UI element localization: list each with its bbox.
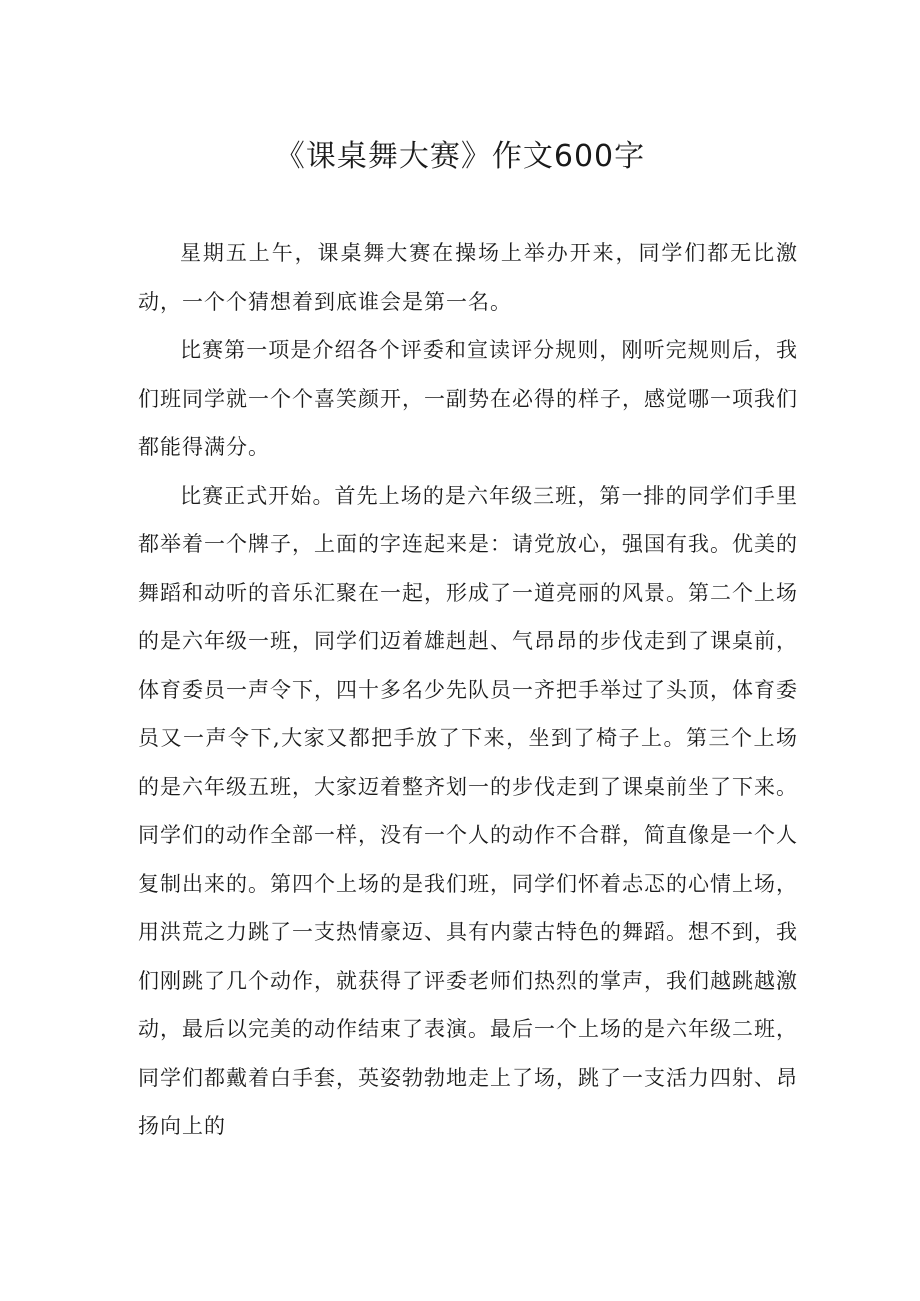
document-body [138,229,798,1151]
paragraph: 星期五上午，课桌舞大赛在操场上举办开来，同学们都无比激动，一个个猜想着到底谁会是第一名。 [138,241,798,314]
document-title: 《课桌舞大赛》作文600字 [274,139,646,174]
paragraph: 比赛第一项是介绍各个评委和宣读评分规则，刚听完规则后，我们班同学就一个个喜笑颜开，一副势在必得的样子，感觉哪一项我们都能得满分。 [138,338,798,459]
paragraph: 比赛正式开始。首先上场的是六年级三班，第一排的同学们手里都举着一个牌子，上面的字连起来是：请党放心，强国有我。优美的舞蹈和动听的音乐汇聚在一起，形成了一道亮丽的风景。第二个上场的是六年级一班，同学们迈着雄赳赳、气昂昂的步伐走到了课桌前，体育委员一声令下，四十多名少先队员一齐把手举过了头顶，体育委员又一声令下,大家又都把手放了下来，坐到了椅子上。第三个上场的是六年级五班，大家迈着整齐划一的步伐走到了课桌前坐了下来。同学们的动作全部一样，没有一个人的动作不合群，简直像是一个人复制出来的。第四个上场的是我们班，同学们怀着忐忑的心情上场，用洪荒之力跳了一支热情豪迈、具有内蒙古特色的舞蹈。想不到，我们刚跳了几个动作，就获得了评委老师们热烈的掌声，我们越跳越激动，最后以完美的动作结束了表演。最后一个上场的是六年级二班，同学们都戴着白手套，英姿勃勃地走上了场，跳了一支活力四射、昂扬向上的 [138,483,798,1138]
